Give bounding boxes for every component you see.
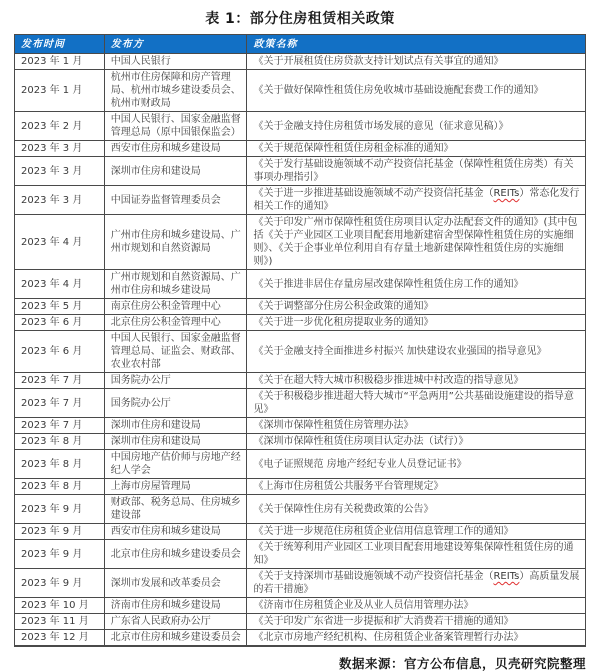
cell-publish-date: 2023 年 1 月 xyxy=(15,70,105,112)
cell-publish-date: 2023 年 9 月 xyxy=(15,524,105,540)
column-header-policy-name: 政策名称 xyxy=(247,35,586,54)
cell-publish-date: 2023 年 3 月 xyxy=(15,186,105,215)
cell-policy-name: 《关于开展租赁住房贷款支持计划试点有关事宜的通知》 xyxy=(247,54,586,70)
cell-policy-name: 《关于在超大特大城市积极稳步推进城中村改造的指导意见》 xyxy=(247,373,586,389)
table-row xyxy=(15,299,586,315)
table-row xyxy=(15,389,586,418)
table-row xyxy=(15,418,586,434)
cell-publisher: 深圳市住房和建设局 xyxy=(104,418,247,434)
cell-policy-name: 《关于印发广州市保障性租赁住房项目认定办法配套文件的通知》(其中包括《关于产业园区工业项目配套用地新建宿舍型保障性租赁住房的实施细则》、《关于企事业单位利用自有存量土地新建保障性租赁住房的实施细则》) xyxy=(247,215,586,270)
table-row xyxy=(15,373,586,389)
cell-policy-name: 《深圳市保障性租赁住房项目认定办法（试行）》 xyxy=(247,434,586,450)
cell-policy-name: 《关于进一步推进基础设施领域不动产投资信托基金（REITs）常态化发行相关工作的通知》 xyxy=(247,186,586,215)
table-row xyxy=(15,569,586,598)
table-row xyxy=(15,215,586,270)
cell-policy-name: 《关于进一步规范住房租赁企业信用信息管理工作的通知》 xyxy=(247,524,586,540)
cell-publisher: 北京住房公积金管理中心 xyxy=(104,315,247,331)
table-row xyxy=(15,112,586,141)
cell-policy-name: 《关于统筹利用产业园区工业项目配套用地建设筹集保障性租赁住房的通知》 xyxy=(247,540,586,569)
table-row xyxy=(15,614,586,630)
cell-publish-date: 2023 年 9 月 xyxy=(15,569,105,598)
cell-publisher: 深圳市住房和建设局 xyxy=(104,434,247,450)
cell-publisher: 上海市房屋管理局 xyxy=(104,479,247,495)
data-source-note: 数据来源：官方公布信息，贝壳研究院整理 xyxy=(338,656,586,671)
cell-publisher: 中国人民银行 xyxy=(104,54,247,70)
cell-publisher: 国务院办公厅 xyxy=(104,389,247,418)
table-row xyxy=(15,524,586,540)
cell-publish-date: 2023 年 7 月 xyxy=(15,418,105,434)
cell-policy-name: 《关于做好保障性租赁住房免收城市基础设施配套费工作的通知》 xyxy=(247,70,586,112)
cell-policy-name: 《关于推进非居住存量房屋改建保障性租赁住房工作的通知》 xyxy=(247,270,586,299)
cell-publish-date: 2023 年 8 月 xyxy=(15,450,105,479)
table-row xyxy=(15,450,586,479)
cell-publish-date: 2023 年 12 月 xyxy=(15,630,105,647)
cell-publisher: 济南市住房和城乡建设局 xyxy=(104,598,247,614)
table-row xyxy=(15,630,586,647)
table-row xyxy=(15,270,586,299)
cell-publisher: 广东省人民政府办公厅 xyxy=(104,614,247,630)
spellcheck-underline: REITs xyxy=(493,571,520,582)
cell-publish-date: 2023 年 10 月 xyxy=(15,598,105,614)
cell-publish-date: 2023 年 5 月 xyxy=(15,299,105,315)
cell-publisher: 西安市住房和城乡建设局 xyxy=(104,524,247,540)
cell-publish-date: 2023 年 3 月 xyxy=(15,157,105,186)
cell-publish-date: 2023 年 9 月 xyxy=(15,495,105,524)
cell-policy-name: 《关于规范保障性租赁住房租金标准的通知》 xyxy=(247,141,586,157)
cell-policy-name: 《关于支持深圳市基础设施领域不动产投资信托基金（REITs）高质量发展的若干措施》 xyxy=(247,569,586,598)
cell-policy-name: 《关于调整部分住房公积金政策的通知》 xyxy=(247,299,586,315)
table-row xyxy=(15,540,586,569)
cell-policy-name: 《深圳市保障性租赁住房管理办法》 xyxy=(247,418,586,434)
column-header-publish-date: 发布时间 xyxy=(15,35,105,54)
cell-publish-date: 2023 年 8 月 xyxy=(15,479,105,495)
cell-policy-name: 《北京市房地产经纪机构、住房租赁企业备案管理暂行办法》 xyxy=(247,630,586,647)
table-row xyxy=(15,479,586,495)
cell-publisher: 广州市住房和城乡建设局、广州市规划和自然资源局 xyxy=(104,215,247,270)
cell-publisher: 国务院办公厅 xyxy=(104,373,247,389)
cell-policy-name: 《关于保障性住房有关税费政策的公告》 xyxy=(247,495,586,524)
cell-publisher: 杭州市住房保障和房产管理局、杭州市城乡建设委员会、杭州市财政局 xyxy=(104,70,247,112)
table-row xyxy=(15,315,586,331)
cell-publisher: 广州市规划和自然资源局、广州市住房和城乡建设局 xyxy=(104,270,247,299)
cell-policy-name: 《电子证照规范 房地产经纪专业人员登记证书》 xyxy=(247,450,586,479)
cell-publish-date: 2023 年 9 月 xyxy=(15,540,105,569)
table-body xyxy=(15,54,586,647)
table-row xyxy=(15,54,586,70)
table-row xyxy=(15,157,586,186)
cell-publisher: 中国人民银行、国家金融监督管理总局、证监会、财政部、农业农村部 xyxy=(104,331,247,373)
cell-policy-name: 《关于印发广东省进一步提振和扩大消费若干措施的通知》 xyxy=(247,614,586,630)
cell-publish-date: 2023 年 6 月 xyxy=(15,315,105,331)
cell-publisher: 北京市住房和城乡建设委员会 xyxy=(104,540,247,569)
cell-publish-date: 2023 年 7 月 xyxy=(15,373,105,389)
cell-publisher: 中国人民银行、国家金融监督管理总局（原中国银保监会） xyxy=(104,112,247,141)
cell-publisher: 南京住房公积金管理中心 xyxy=(104,299,247,315)
table-title: 表 1：部分住房租赁相关政策 xyxy=(205,11,395,27)
cell-publisher: 中国证券监督管理委员会 xyxy=(104,186,247,215)
table-row xyxy=(15,434,586,450)
cell-policy-name: 《上海市住房租赁公共服务平台管理规定》 xyxy=(247,479,586,495)
cell-publish-date: 2023 年 4 月 xyxy=(15,215,105,270)
table-row xyxy=(15,598,586,614)
cell-policy-name: 《济南市住房租赁企业及从业人员信用管理办法》 xyxy=(247,598,586,614)
cell-publish-date: 2023 年 6 月 xyxy=(15,331,105,373)
policy-table xyxy=(14,34,586,647)
cell-publish-date: 2023 年 4 月 xyxy=(15,270,105,299)
column-header-publisher: 发布方 xyxy=(104,35,247,54)
cell-publish-date: 2023 年 11 月 xyxy=(15,614,105,630)
table-row xyxy=(15,495,586,524)
table-row xyxy=(15,186,586,215)
cell-publisher: 财政部、税务总局、住房城乡建设部 xyxy=(104,495,247,524)
cell-policy-name: 《关于发行基础设施领域不动产投资信托基金（保障性租赁住房类）有关事项办理指引》 xyxy=(247,157,586,186)
cell-publish-date: 2023 年 2 月 xyxy=(15,112,105,141)
spellcheck-underline: REITs xyxy=(493,188,520,199)
table-row xyxy=(15,331,586,373)
cell-publisher: 中国房地产估价师与房地产经纪人学会 xyxy=(104,450,247,479)
cell-policy-name: 《关于进一步优化租房提取业务的通知》 xyxy=(247,315,586,331)
cell-policy-name: 《关于积极稳步推进超大特大城市“平急两用”公共基础设施建设的指导意见》 xyxy=(247,389,586,418)
table-header-row xyxy=(15,35,586,54)
table-row xyxy=(15,70,586,112)
cell-publish-date: 2023 年 8 月 xyxy=(15,434,105,450)
cell-publisher: 深圳市住房和建设局 xyxy=(104,157,247,186)
table-row xyxy=(15,141,586,157)
cell-publisher: 西安市住房和城乡建设局 xyxy=(104,141,247,157)
cell-publish-date: 2023 年 1 月 xyxy=(15,54,105,70)
cell-publisher: 深圳市发展和改革委员会 xyxy=(104,569,247,598)
cell-publisher: 北京市住房和城乡建设委员会 xyxy=(104,630,247,647)
cell-publish-date: 2023 年 7 月 xyxy=(15,389,105,418)
cell-policy-name: 《关于金融支持全面推进乡村振兴 加快建设农业强国的指导意见》 xyxy=(247,331,586,373)
cell-publish-date: 2023 年 3 月 xyxy=(15,141,105,157)
cell-policy-name: 《关于金融支持住房租赁市场发展的意见（征求意见稿）》 xyxy=(247,112,586,141)
